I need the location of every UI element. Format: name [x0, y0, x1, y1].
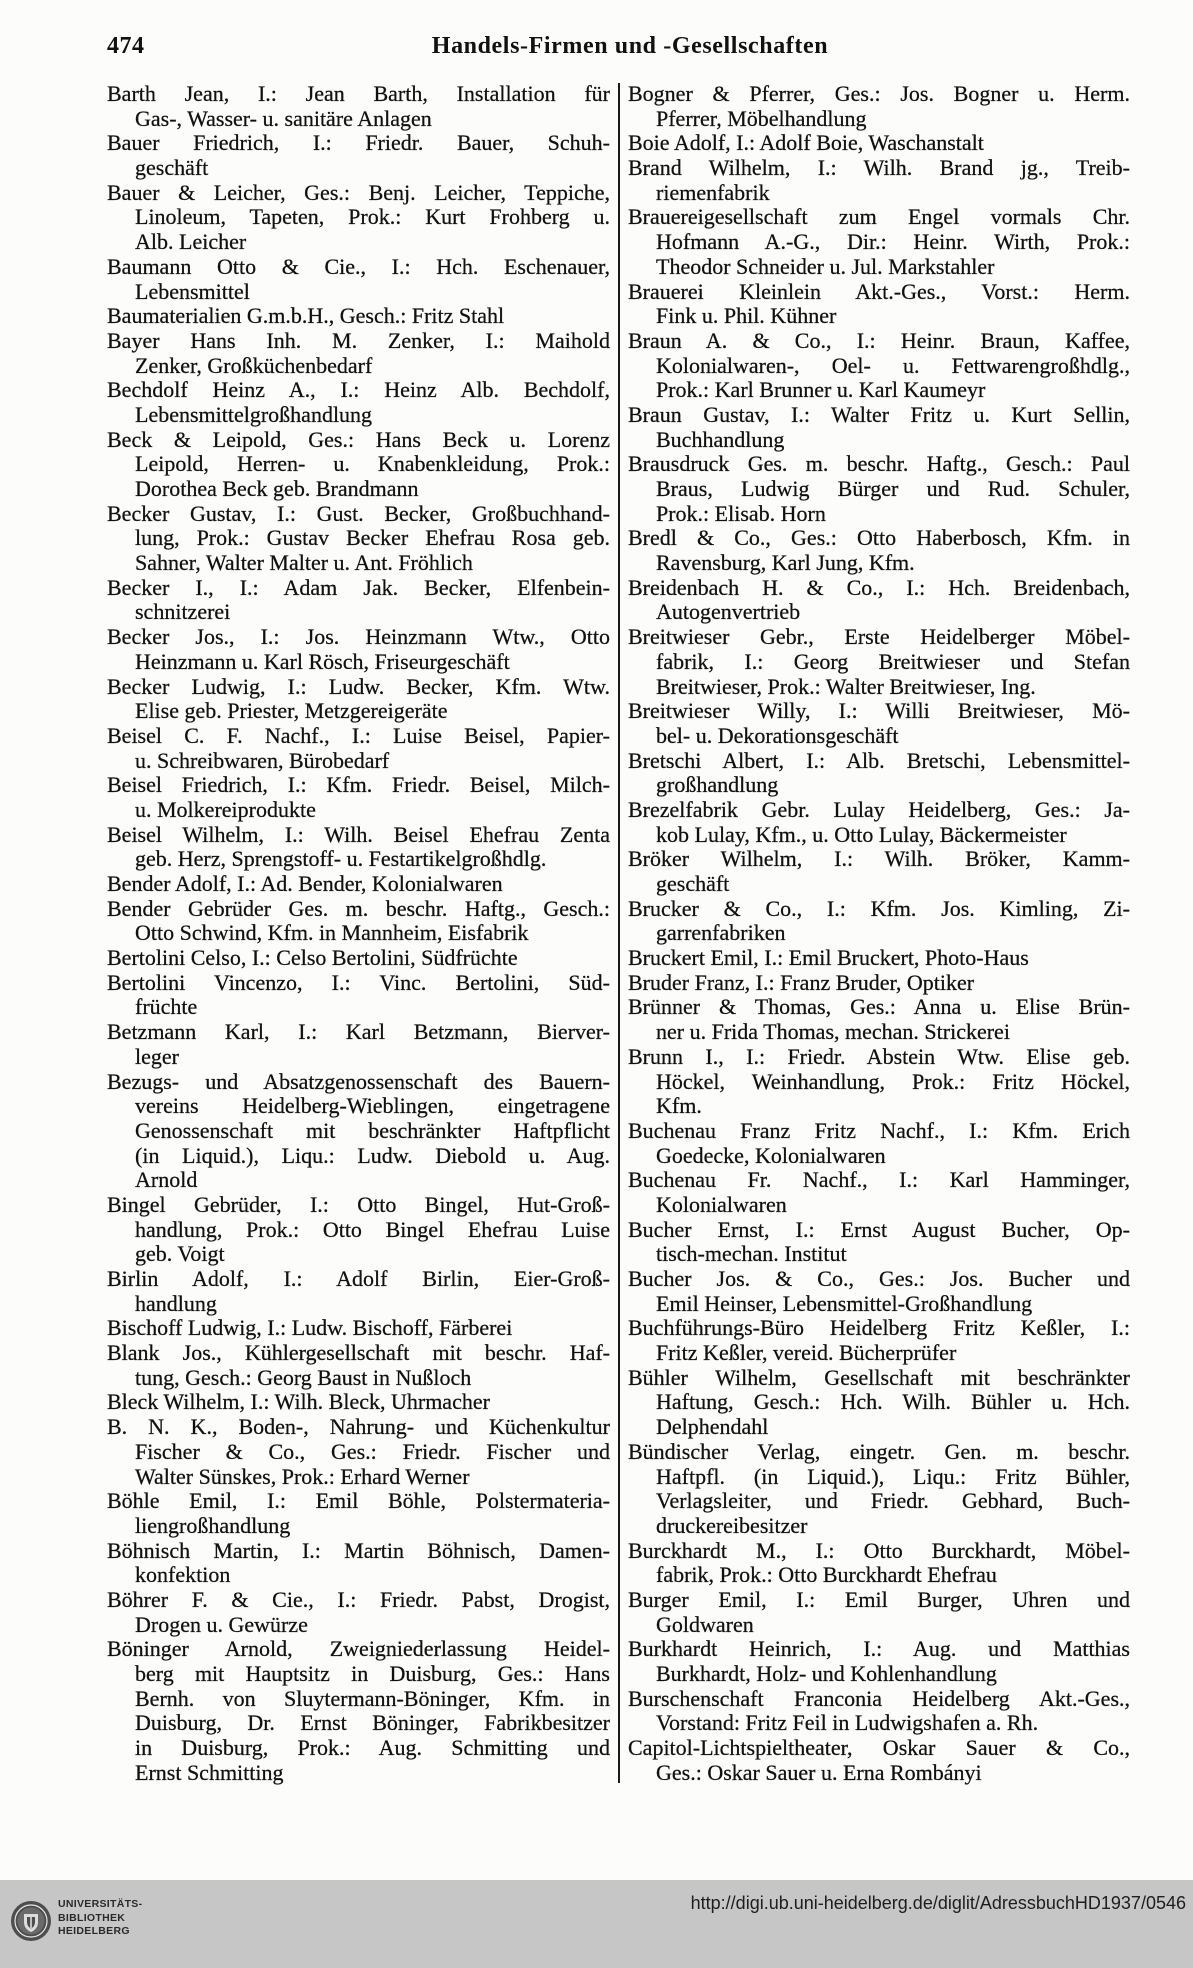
directory-entry [107, 1020, 610, 1069]
directory-entry [107, 1267, 610, 1316]
library-seal-icon [10, 1900, 52, 1942]
entry-continuation-line: vereins Heidelberg-Wieblingen, eingetragene [135, 1094, 610, 1119]
directory-entry [107, 773, 610, 822]
entry-continuation-line: handlung, Prok.: Otto Bingel Ehefrau Luise [135, 1217, 610, 1242]
directory-entry [628, 897, 1130, 946]
entry-continuation-line: Genossenschaft mit beschränkter Haftpflicht [135, 1118, 610, 1143]
entry-continuation-line: u. Schreibwaren, Bürobedarf [135, 748, 390, 773]
directory-entry [628, 1637, 1130, 1686]
entry-first-line: Bertolini Vincenzo, I.: Vinc. Bertolini, Süd- [107, 970, 610, 995]
entry-continuation-line: lung, Prok.: Gustav Becker Ehefrau Rosa geb. [135, 526, 610, 551]
entry-continuation-line: Kolonialwaren-, Oel- u. Fettwarengroßhdlg., [656, 353, 1130, 378]
entry-first-line: Bruder Franz, I.: Franz Bruder, Optiker [628, 970, 975, 995]
entry-continuation-line: Emil Heinser, Lebensmittel-Großhandlung [656, 1291, 1033, 1316]
entry-first-line: Böhle Emil, I.: Emil Böhle, Polstermateria- [107, 1489, 610, 1514]
entry-continuation-line: Prok.: Karl Brunner u. Karl Kaumeyr [656, 378, 986, 403]
entry-continuation-line: Hofmann A.-G., Dir.: Heinr. Wirth, Prok.: [656, 230, 1130, 255]
entry-continuation-line: Vorstand: Fritz Feil in Ludwigshafen a. Rh. [656, 1711, 1039, 1736]
entry-continuation-line: Duisburg, Dr. Ernst Böninger, Fabrikbesitzer [135, 1711, 610, 1736]
entry-first-line: Brezelfabrik Gebr. Lulay Heidelberg, Ges.: Ja- [628, 797, 1130, 822]
entry-continuation-line: Fritz Keßler, vereid. Bücherprüfer [656, 1341, 957, 1366]
entry-first-line: Bezugs- und Absatzgenossenschaft des Bauern- [107, 1069, 610, 1094]
entry-first-line: Bingel Gebrüder, I.: Otto Bingel, Hut-Groß- [107, 1192, 610, 1217]
entry-continuation-line: Elise geb. Priester, Metzgereigeräte [135, 699, 448, 724]
directory-entry [107, 1539, 610, 1588]
directory-entry [628, 452, 1130, 526]
directory-entry [107, 724, 610, 773]
entry-continuation-line: früchte [135, 995, 198, 1020]
directory-entry [628, 1539, 1130, 1588]
entry-continuation-line: in Duisburg, Prok.: Aug. Schmitting und [135, 1736, 610, 1761]
entry-continuation-line: Fischer & Co., Ges.: Friedr. Fischer und [135, 1439, 610, 1464]
directory-entry [628, 798, 1130, 847]
library-name-line: UNIVERSITÄTS- [58, 1898, 143, 1910]
directory-entry [107, 255, 610, 304]
directory-entry [628, 1366, 1130, 1440]
entry-first-line: Bertolini Celso, I.: Celso Bertolini, Südfrüchte [107, 946, 518, 971]
entry-continuation-line: Otto Schwind, Kfm. in Mannheim, Eisfabrik [135, 921, 529, 946]
entry-continuation-line: Kfm. [656, 1094, 702, 1119]
entry-first-line: Bleck Wilhelm, I.: Wilh. Bleck, Uhrmacher [107, 1390, 490, 1415]
entry-continuation-line: Bernh. von Sluytermann-Böninger, Kfm. in [135, 1686, 610, 1711]
entry-first-line: Bechdolf Heinz A., I.: Heinz Alb. Bechdolf, [107, 378, 610, 403]
entry-first-line: Bröker Wilhelm, I.: Wilh. Bröker, Kamm- [628, 847, 1130, 872]
footer-bar [0, 1880, 1193, 1968]
entry-first-line: Bretschi Albert, I.: Alb. Bretschi, Lebensmittel- [628, 748, 1130, 773]
entry-first-line: Bauer & Leicher, Ges.: Benj. Leicher, Teppiche, [107, 180, 610, 205]
entry-first-line: Bucher Ernst, I.: Ernst August Bucher, Op- [628, 1217, 1130, 1242]
entry-first-line: Beisel Friedrich, I.: Kfm. Friedr. Beisel, Milch- [107, 773, 610, 798]
entry-first-line: Bruckert Emil, I.: Emil Bruckert, Photo-Haus [628, 946, 1029, 971]
directory-entry [107, 304, 610, 329]
entry-first-line: Becker Jos., I.: Jos. Heinzmann Wtw., Otto [107, 625, 610, 650]
directory-entry [107, 872, 610, 897]
entry-continuation-line: tung, Gesch.: Georg Baust in Nußloch [135, 1365, 472, 1390]
entry-continuation-line: Dorothea Beck geb. Brandmann [135, 477, 419, 501]
entry-continuation-line: Pferrer, Möbelhandlung [656, 106, 867, 131]
entry-first-line: Brauerei Kleinlein Akt.-Ges., Vorst.: Herm. [628, 279, 1130, 304]
entry-first-line: Bündischer Verlag, eingetr. Gen. m. beschr. [628, 1439, 1130, 1464]
directory-entry [628, 576, 1130, 625]
entry-first-line: Brucker & Co., I.: Kfm. Jos. Kimling, Zi- [628, 896, 1130, 921]
directory-entry [107, 823, 610, 872]
entry-continuation-line: handlung [135, 1291, 217, 1316]
entry-first-line: Betzmann Karl, I.: Karl Betzmann, Bierver- [107, 1020, 610, 1045]
entry-first-line: Becker Ludwig, I.: Ludw. Becker, Kfm. Wtw. [107, 674, 610, 699]
directory-entry [628, 1316, 1130, 1365]
entry-continuation-line: Kolonialwaren [656, 1192, 787, 1217]
entry-continuation-line: Heinzmann u. Karl Rösch, Friseurgeschäft [135, 649, 510, 674]
entry-first-line: B. N. K., Boden-, Nahrung- und Küchenkultur [107, 1415, 610, 1440]
entry-first-line: Braun A. & Co., I.: Heinr. Braun, Kaffee, [628, 328, 1130, 353]
entry-first-line: Braun Gustav, I.: Walter Fritz u. Kurt Sellin, [628, 402, 1130, 427]
entry-continuation-line: Goedecke, Kolonialwaren [656, 1143, 886, 1168]
entry-continuation-line: geb. Herz, Sprengstoff- u. Festartikelgroßhdlg. [135, 847, 547, 872]
entry-continuation-line: tisch-mechan. Institut [656, 1242, 847, 1267]
entry-continuation-line: schnitzerei [135, 600, 231, 625]
entry-continuation-line: Walter Sünskes, Prok.: Erhard Werner [135, 1464, 470, 1489]
directory-entry [107, 181, 610, 255]
entry-first-line: Böninger Arnold, Zweigniederlassung Heidel- [107, 1637, 610, 1662]
directory-entry [628, 1045, 1130, 1119]
directory-entry [107, 502, 610, 576]
entry-continuation-line: Linoleum, Tapeten, Prok.: Kurt Frohberg u. [135, 205, 610, 230]
library-name-line: HEIDELBERG [58, 1925, 130, 1937]
entry-first-line: Burschenschaft Franconia Heidelberg Akt.-Ges., [628, 1686, 1130, 1711]
entry-continuation-line: Lebensmittelgroßhandlung [135, 402, 373, 427]
entry-first-line: Beisel Wilhelm, I.: Wilh. Beisel Ehefrau Zenta [107, 822, 610, 847]
entry-first-line: Baumann Otto & Cie., I.: Hch. Eschenauer, [107, 254, 610, 279]
entry-first-line: Burger Emil, I.: Emil Burger, Uhren und [628, 1587, 1130, 1612]
entry-continuation-line: Braus, Ludwig Bürger und Rud. Schuler, [656, 477, 1130, 501]
entry-continuation-line: druckereibesitzer [656, 1513, 808, 1538]
entry-continuation-line: u. Molkereiprodukte [135, 797, 316, 822]
directory-entry [107, 946, 610, 971]
entry-continuation-line: Sahner, Walter Malter u. Ant. Fröhlich [135, 551, 473, 576]
entry-first-line: Bühler Wilhelm, Gesellschaft mit beschränkter [628, 1365, 1130, 1390]
directory-entry [107, 1316, 610, 1341]
entry-continuation-line: ner u. Frida Thomas, mechan. Strickerei [656, 1020, 1010, 1045]
entry-first-line: Boie Adolf, I.: Adolf Boie, Waschanstalt [628, 131, 984, 156]
entry-continuation-line: konfektion [135, 1563, 231, 1588]
entry-first-line: Brauereigesellschaft zum Engel vormals Chr. [628, 205, 1130, 230]
entry-continuation-line: Alb. Leicher [135, 230, 247, 255]
directory-entry [628, 1588, 1130, 1637]
entry-first-line: Brunn I., I.: Friedr. Abstein Wtw. Elise geb. [628, 1044, 1130, 1069]
directory-entry [107, 428, 610, 502]
directory-entry [628, 1168, 1130, 1217]
entry-continuation-line: Prok.: Elisab. Horn [656, 501, 826, 526]
directory-entry [628, 1267, 1130, 1316]
entry-first-line: Burkhardt Heinrich, I.: Aug. und Matthias [628, 1637, 1130, 1662]
entry-continuation-line: (in Liquid.), Liqu.: Ludw. Diebold u. Aug. [135, 1143, 610, 1168]
entry-first-line: Bogner & Pferrer, Ges.: Jos. Bogner u. Herm. [628, 82, 1130, 106]
directory-entry [628, 329, 1130, 403]
directory-entry [628, 946, 1130, 971]
entry-continuation-line: Theodor Schneider u. Jul. Markstahler [656, 254, 995, 279]
directory-entry [628, 403, 1130, 452]
entry-first-line: Bender Adolf, I.: Ad. Bender, Kolonialwaren [107, 872, 503, 896]
entry-continuation-line: geschäft [135, 156, 209, 181]
entry-continuation-line: fabrik, Prok.: Otto Burckhardt Ehefrau [656, 1563, 997, 1588]
entry-first-line: Blank Jos., Kühlergesellschaft mit beschr. Haf- [107, 1341, 610, 1366]
directory-entry [628, 625, 1130, 699]
entry-continuation-line: Leipold, Herren- u. Knabenkleidung, Prok.: [135, 452, 610, 477]
directory-entry [628, 82, 1130, 131]
page-number: 474 [107, 33, 145, 59]
entry-continuation-line: Ravensburg, Karl Jung, Kfm. [656, 551, 915, 576]
entry-continuation-line: liengroßhandlung [135, 1513, 291, 1538]
directory-entry [107, 625, 610, 674]
library-logo [58, 1898, 142, 1939]
entry-continuation-line: Ges.: Oskar Sauer u. Erna Rombányi [656, 1760, 982, 1785]
entry-first-line: Bender Gebrüder Ges. m. beschr. Haftg., Gesch.: [107, 896, 610, 921]
directory-entry [107, 1390, 610, 1415]
directory-entry [107, 131, 610, 180]
directory-entry [628, 1736, 1130, 1785]
entry-first-line: Böhnisch Martin, I.: Martin Böhnisch, Damen- [107, 1538, 610, 1563]
directory-entry [107, 1070, 610, 1193]
entry-continuation-line: geschäft [656, 872, 730, 896]
directory-entry [628, 1440, 1130, 1539]
entry-first-line: Capitol-Lichtspieltheater, Oskar Sauer & Co., [628, 1736, 1130, 1761]
entry-first-line: Böhrer F. & Cie., I.: Friedr. Pabst, Drogist, [107, 1587, 610, 1612]
source-url: http://digi.ub.uni-heidelberg.de/diglit/AdressbuchHD1937/0546 [690, 1893, 1186, 1913]
entry-first-line: Burckhardt M., I.: Otto Burckhardt, Möbel- [628, 1538, 1130, 1563]
entry-continuation-line: bel- u. Dekorationsgeschäft [656, 723, 899, 748]
entry-continuation-line: Breitwieser, Prok.: Walter Breitwieser, Ing. [656, 674, 1036, 699]
entry-continuation-line: Autogenvertrieb [656, 600, 801, 625]
entry-continuation-line: riemenfabrik [656, 180, 770, 205]
entry-continuation-line: Höckel, Weinhandlung, Prok.: Fritz Höckel, [656, 1069, 1130, 1094]
directory-entry [107, 1637, 610, 1785]
directory-entry [628, 1218, 1130, 1267]
entry-first-line: Baumaterialien G.m.b.H., Gesch.: Fritz Stahl [107, 304, 505, 329]
directory-entry [107, 1489, 610, 1538]
directory-entry [107, 1588, 610, 1637]
entry-first-line: Beisel C. F. Nachf., I.: Luise Beisel, Papier- [107, 723, 610, 748]
directory-entry [628, 749, 1130, 798]
entry-first-line: Breidenbach H. & Co., I.: Hch. Breidenbach, [628, 575, 1130, 600]
directory-entry [107, 1341, 610, 1390]
entry-first-line: Bredl & Co., Ges.: Otto Haberbosch, Kfm. in [628, 526, 1130, 551]
left-column [107, 82, 610, 1785]
entry-continuation-line: Fink u. Phil. Kühner [656, 304, 837, 329]
directory-entry [628, 971, 1130, 996]
entry-first-line: Bayer Hans Inh. M. Zenker, I.: Maihold [107, 328, 610, 353]
directory-entry [628, 1119, 1130, 1168]
directory-entry [107, 378, 610, 427]
entry-continuation-line: fabrik, I.: Georg Breitwieser und Stefan [656, 649, 1130, 674]
directory-entry [107, 1193, 610, 1267]
directory-entry [628, 847, 1130, 896]
directory-entry [107, 675, 610, 724]
entry-continuation-line: garrenfabriken [656, 921, 786, 946]
entry-first-line: Beck & Leipold, Ges.: Hans Beck u. Lorenz [107, 427, 610, 452]
entry-first-line: Brünner & Thomas, Ges.: Anna u. Elise Brün- [628, 995, 1130, 1020]
entry-continuation-line: Arnold [135, 1168, 198, 1193]
right-column [628, 82, 1130, 1785]
entry-continuation-line: geb. Voigt [135, 1242, 225, 1267]
directory-entry [628, 699, 1130, 748]
entry-continuation-line: Haftpfl. (in Liquid.), Liqu.: Fritz Bühler, [656, 1464, 1130, 1489]
entry-continuation-line: Delphendahl [656, 1415, 769, 1440]
entry-first-line: Bauer Friedrich, I.: Friedr. Bauer, Schuh- [107, 131, 610, 156]
directory-entry [628, 205, 1130, 279]
entry-continuation-line: kob Lulay, Kfm., u. Otto Lulay, Bäckermeister [656, 822, 1067, 847]
entry-first-line: Becker Gustav, I.: Gust. Becker, Großbuchhand- [107, 501, 610, 526]
entry-first-line: Barth Jean, I.: Jean Barth, Installation für [107, 82, 610, 106]
directory-entry [107, 897, 610, 946]
entry-continuation-line: leger [135, 1044, 179, 1069]
directory-entry [107, 1415, 610, 1489]
directory-entry [628, 995, 1130, 1044]
directory-entry [107, 82, 610, 131]
entry-first-line: Breitwieser Willy, I.: Willi Breitwieser, Mö- [628, 699, 1130, 724]
entry-first-line: Bischoff Ludwig, I.: Ludw. Bischoff, Färberei [107, 1316, 513, 1341]
entry-continuation-line: Goldwaren [656, 1612, 754, 1637]
entry-first-line: Buchenau Franz Fritz Nachf., I.: Kfm. Erich [628, 1118, 1130, 1143]
entry-continuation-line: großhandlung [656, 773, 779, 798]
entry-continuation-line: Haftung, Gesch.: Hch. Wilh. Bühler u. Hch. [656, 1390, 1130, 1415]
entry-continuation-line: Buchhandlung [656, 427, 785, 452]
directory-entry [628, 156, 1130, 205]
entry-continuation-line: Verlagsleiter, und Friedr. Gebhard, Buch- [656, 1489, 1130, 1514]
entry-continuation-line: Drogen u. Gewürze [135, 1612, 308, 1637]
entry-first-line: Birlin Adolf, I.: Adolf Birlin, Eier-Groß- [107, 1267, 610, 1291]
entry-first-line: Buchenau Fr. Nachf., I.: Karl Hamminger, [628, 1168, 1130, 1193]
entry-first-line: Brausdruck Ges. m. beschr. Haftg., Gesch.: Paul [628, 452, 1130, 477]
directory-entry [628, 1687, 1130, 1736]
entry-first-line: Buchführungs-Büro Heidelberg Fritz Keßler, I.: [628, 1316, 1130, 1341]
entry-first-line: Bucher Jos. & Co., Ges.: Jos. Bucher und [628, 1267, 1130, 1291]
directory-entry [107, 329, 610, 378]
entry-continuation-line: Burkhardt, Holz- und Kohlenhandlung [656, 1662, 997, 1686]
entry-continuation-line: Lebensmittel [135, 279, 250, 304]
column-divider [618, 83, 620, 1783]
library-name-line: BIBLIOTHEK [58, 1911, 126, 1924]
directory-entry [107, 971, 610, 1020]
entry-continuation-line: Gas-, Wasser- u. sanitäre Anlagen [135, 106, 432, 131]
entry-continuation-line: Zenker, Großküchenbedarf [135, 353, 373, 378]
directory-entry [628, 280, 1130, 329]
entry-first-line: Becker I., I.: Adam Jak. Becker, Elfenbein- [107, 575, 610, 600]
directory-entry [628, 526, 1130, 575]
entry-first-line: Breitwieser Gebr., Erste Heidelberger Möbel- [628, 625, 1130, 650]
directory-entry [107, 576, 610, 625]
entry-continuation-line: berg mit Hauptsitz in Duisburg, Ges.: Hans [135, 1662, 610, 1686]
entry-continuation-line: Ernst Schmitting [135, 1760, 284, 1785]
directory-entry [628, 131, 1130, 156]
entry-first-line: Brand Wilhelm, I.: Wilh. Brand jg., Treib- [628, 156, 1130, 181]
page-title: Handels-Firmen und -Gesellschaften [431, 33, 829, 59]
